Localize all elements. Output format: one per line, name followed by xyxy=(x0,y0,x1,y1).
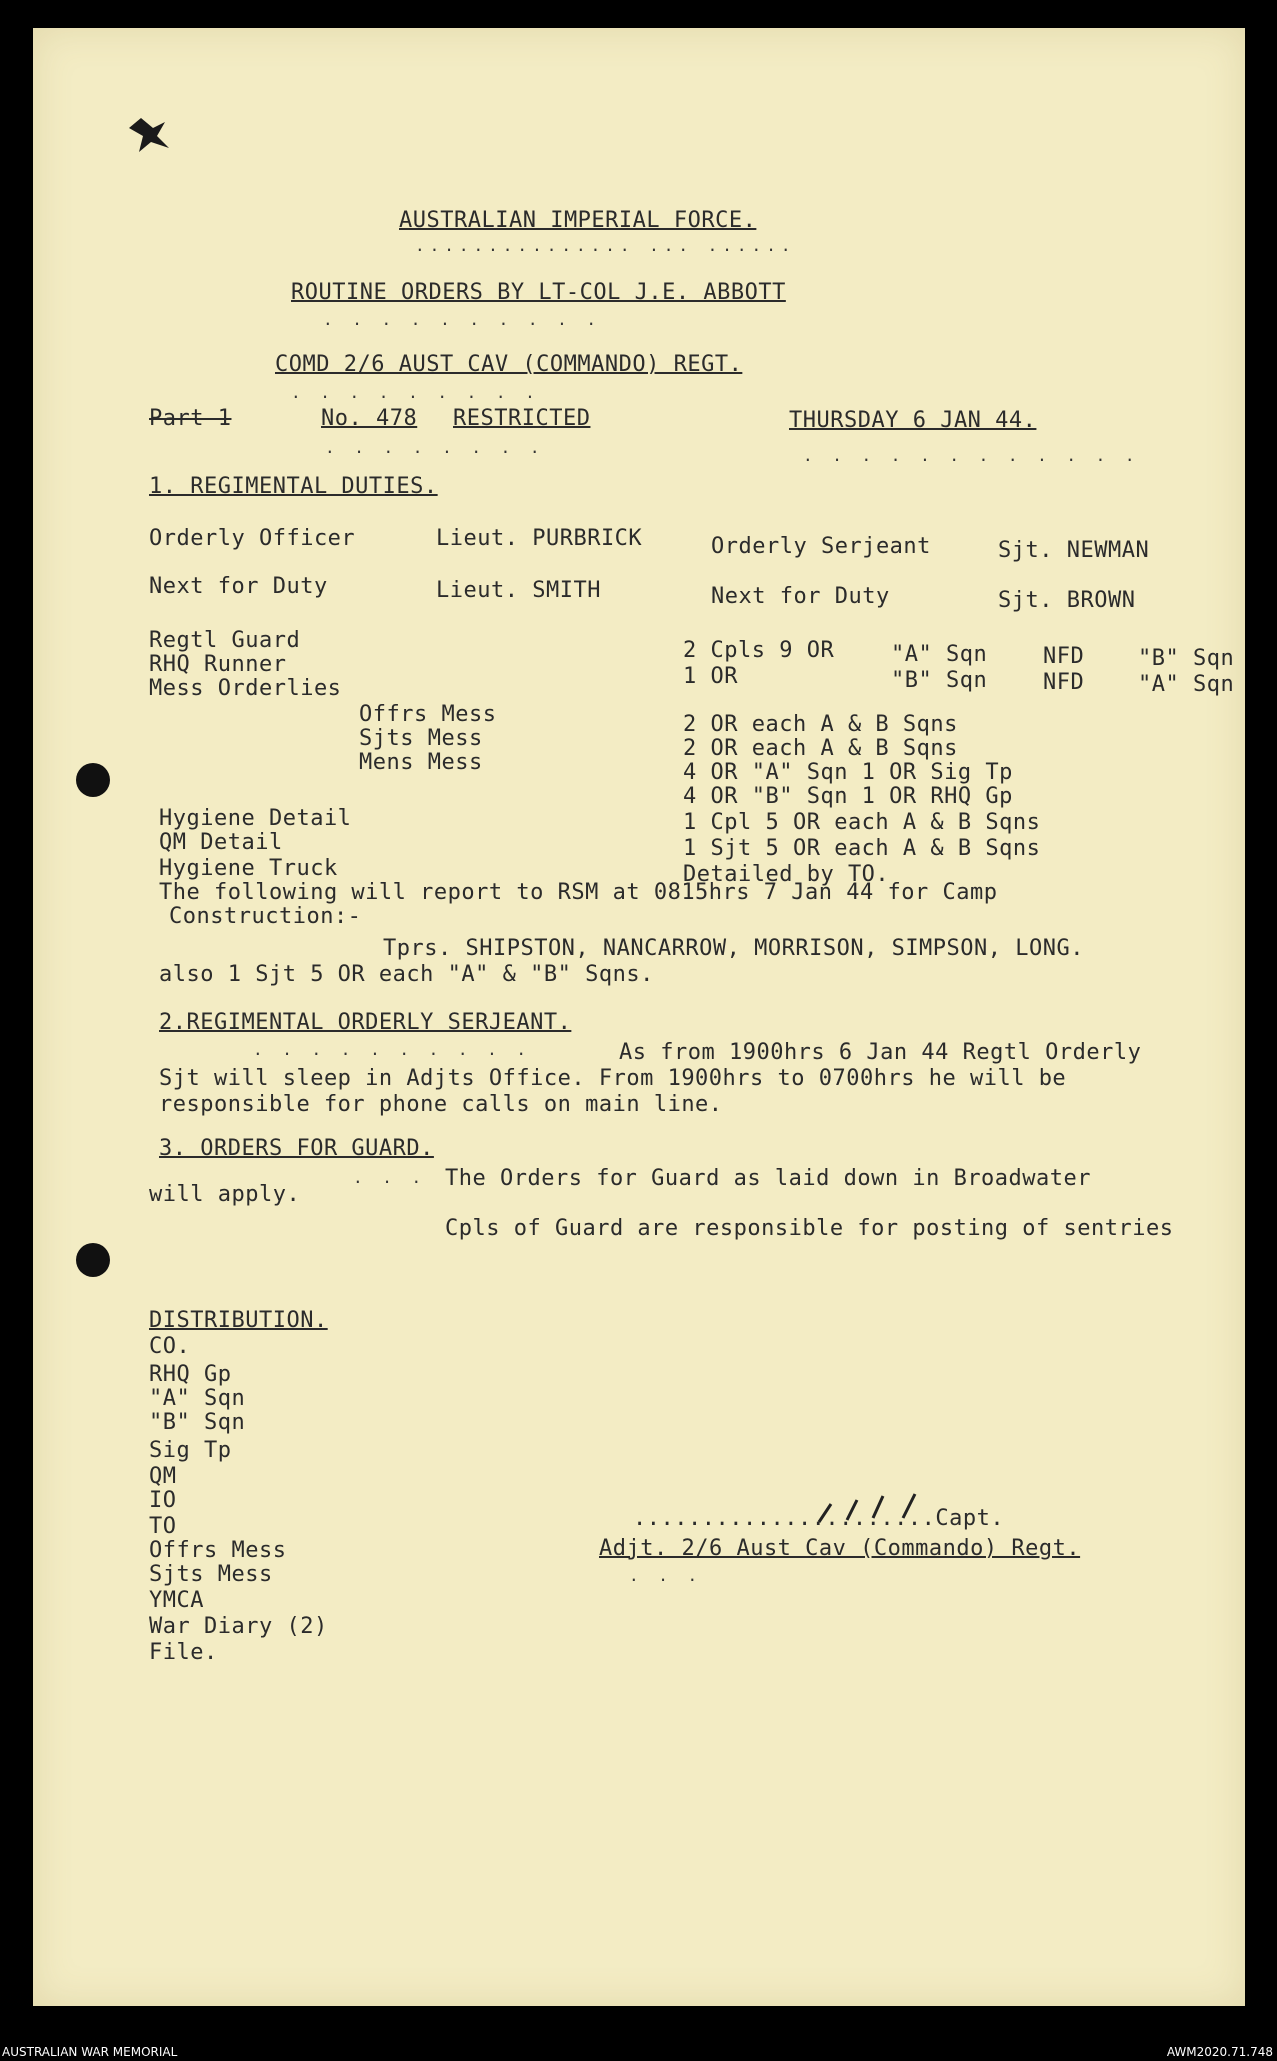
doc-title: AUSTRALIAN IMPERIAL FORCE. xyxy=(399,208,757,233)
dots-1: ............... ... ...... xyxy=(415,236,796,255)
part-number: Part 1 xyxy=(149,406,232,431)
distribution-item: "A" Sqn xyxy=(149,1386,246,1411)
section3-line2: will apply. xyxy=(149,1182,301,1207)
orderly-officer-label: Orderly Officer xyxy=(149,526,356,551)
mess-detail: 2 OR each A & B Sqns xyxy=(683,712,958,737)
distribution-item: YMCA xyxy=(149,1588,204,1613)
row-sqn2: "A" Sqn xyxy=(1138,672,1235,697)
detail-value: 1 Sjt 5 OR each A & B Sqns xyxy=(683,836,1041,861)
next-duty-label-2: Next for Duty xyxy=(711,584,890,609)
row-sqn1: "A" Sqn xyxy=(891,642,988,667)
order-number: No. 478 xyxy=(321,406,418,431)
dots-6: . . . . . . . . . . xyxy=(253,1040,532,1059)
row-detail: 2 Cpls 9 OR xyxy=(683,638,835,663)
row-sqn1: "B" Sqn xyxy=(891,668,988,693)
mess-orderlies-label: Mess Orderlies xyxy=(149,676,342,701)
section2-line2: Sjt will sleep in Adjts Office. From 1900hrs to 0700hrs he will be xyxy=(159,1066,1067,1091)
distribution-item: RHQ Gp xyxy=(149,1362,232,1387)
row-detail: 1 OR xyxy=(683,664,738,689)
row-sqn2: "B" Sqn xyxy=(1138,646,1235,671)
section3-line3: Cpls of Guard are responsible for posting of sentries xyxy=(445,1216,1174,1241)
section1-heading: 1. REGIMENTAL DUTIES. xyxy=(149,474,438,499)
order-date: THURSDAY 6 JAN 44. xyxy=(789,408,1037,433)
report-line-1: The following will report to RSM at 0815hrs 7 Jan 44 for Camp xyxy=(159,880,998,905)
troopers: Tprs. SHIPSTON, NANCARROW, MORRISON, SIMPSON, LONG. xyxy=(383,936,1085,961)
distribution-item: War Diary (2) xyxy=(149,1614,328,1639)
section2-line1: As from 1900hrs 6 Jan 44 Regtl Orderly xyxy=(619,1040,1142,1065)
mess-label: Sjts Mess xyxy=(359,726,483,751)
orders-by: ROUTINE ORDERS BY LT-COL J.E. ABBOTT xyxy=(291,280,786,305)
distribution-item: IO xyxy=(149,1488,177,1513)
punch-hole-top xyxy=(76,763,110,797)
distribution-item: "B" Sqn xyxy=(149,1410,246,1435)
footer-left: AUSTRALIAN WAR MEMORIAL xyxy=(2,2045,178,2059)
section3-line1: The Orders for Guard as laid down in Broadwater xyxy=(445,1166,1092,1191)
distribution-item: Sig Tp xyxy=(149,1438,232,1463)
dots-4: . . . . . . . . xyxy=(325,438,545,457)
row-label: RHQ Runner xyxy=(149,652,287,677)
distribution-item: CO. xyxy=(149,1334,191,1359)
detail-value: 1 Cpl 5 OR each A & B Sqns xyxy=(683,810,1041,835)
row-ned1: NFD xyxy=(1043,644,1085,669)
document-page xyxy=(33,28,1245,2006)
distribution-item: Offrs Mess xyxy=(149,1538,287,1563)
also-line: also 1 Sjt 5 OR each "A" & "B" Sqns. xyxy=(159,962,654,987)
mess-label: Mens Mess xyxy=(359,750,483,775)
detail-value: Detailed by TO. xyxy=(683,862,890,887)
next-duty-officer: Lieut. SMITH xyxy=(436,578,601,603)
orderly-officer: Lieut. PURBRICK xyxy=(436,526,643,551)
signature-dots: ......................Capt. xyxy=(633,1506,1005,1531)
orderly-serjeant: Sjt. NEWMAN xyxy=(998,538,1150,563)
footer-right: AWM2020.71.748 xyxy=(1166,2045,1273,2059)
classification: RESTRICTED xyxy=(453,406,591,431)
detail-label: QM Detail xyxy=(159,830,283,855)
row-ned1: NFD xyxy=(1043,670,1085,695)
distribution-item: QM xyxy=(149,1464,177,1489)
distribution-heading: DISTRIBUTION. xyxy=(149,1308,328,1333)
next-duty-label-1: Next for Duty xyxy=(149,574,328,599)
mess-label: Offrs Mess xyxy=(359,702,497,727)
dots-8: . . . xyxy=(629,1566,703,1585)
section3-heading: 3. ORDERS FOR GUARD. xyxy=(159,1136,434,1161)
distribution-item: TO xyxy=(149,1514,177,1539)
dots-3: . . . . . . . . . xyxy=(291,383,540,402)
section2-heading: 2.REGIMENTAL ORDERLY SERJEANT. xyxy=(159,1010,572,1035)
comd-line: COMD 2/6 AUST CAV (COMMANDO) REGT. xyxy=(275,352,743,377)
next-duty-serjeant: Sjt. BROWN xyxy=(998,588,1136,613)
signature-title: Adjt. 2/6 Aust Cav (Commando) Regt. xyxy=(599,1536,1081,1561)
punch-hole-bottom xyxy=(76,1243,110,1277)
detail-label: Hygiene Truck xyxy=(159,856,338,881)
section2-line3: responsible for phone calls on main line. xyxy=(159,1092,723,1117)
detail-label: Hygiene Detail xyxy=(159,806,352,831)
dots-2: . . . . . . . . . . xyxy=(323,310,602,329)
report-line-2: Construction:- xyxy=(169,904,362,929)
distribution-item: Sjts Mess xyxy=(149,1562,273,1587)
row-label: Regtl Guard xyxy=(149,628,301,653)
dots-7: . . . xyxy=(353,1168,427,1187)
mess-detail: 2 OR each A & B Sqns xyxy=(683,736,958,761)
distribution-item: File. xyxy=(149,1640,218,1665)
mess-detail: 4 OR "B" Sqn 1 OR RHQ Gp xyxy=(683,784,1013,809)
ink-blot xyxy=(121,108,181,158)
mess-detail: 4 OR "A" Sqn 1 OR Sig Tp xyxy=(683,760,1013,785)
orderly-serjeant-label: Orderly Serjeant xyxy=(711,534,931,559)
dots-5: . . . . . . . . . . . . xyxy=(803,446,1140,465)
